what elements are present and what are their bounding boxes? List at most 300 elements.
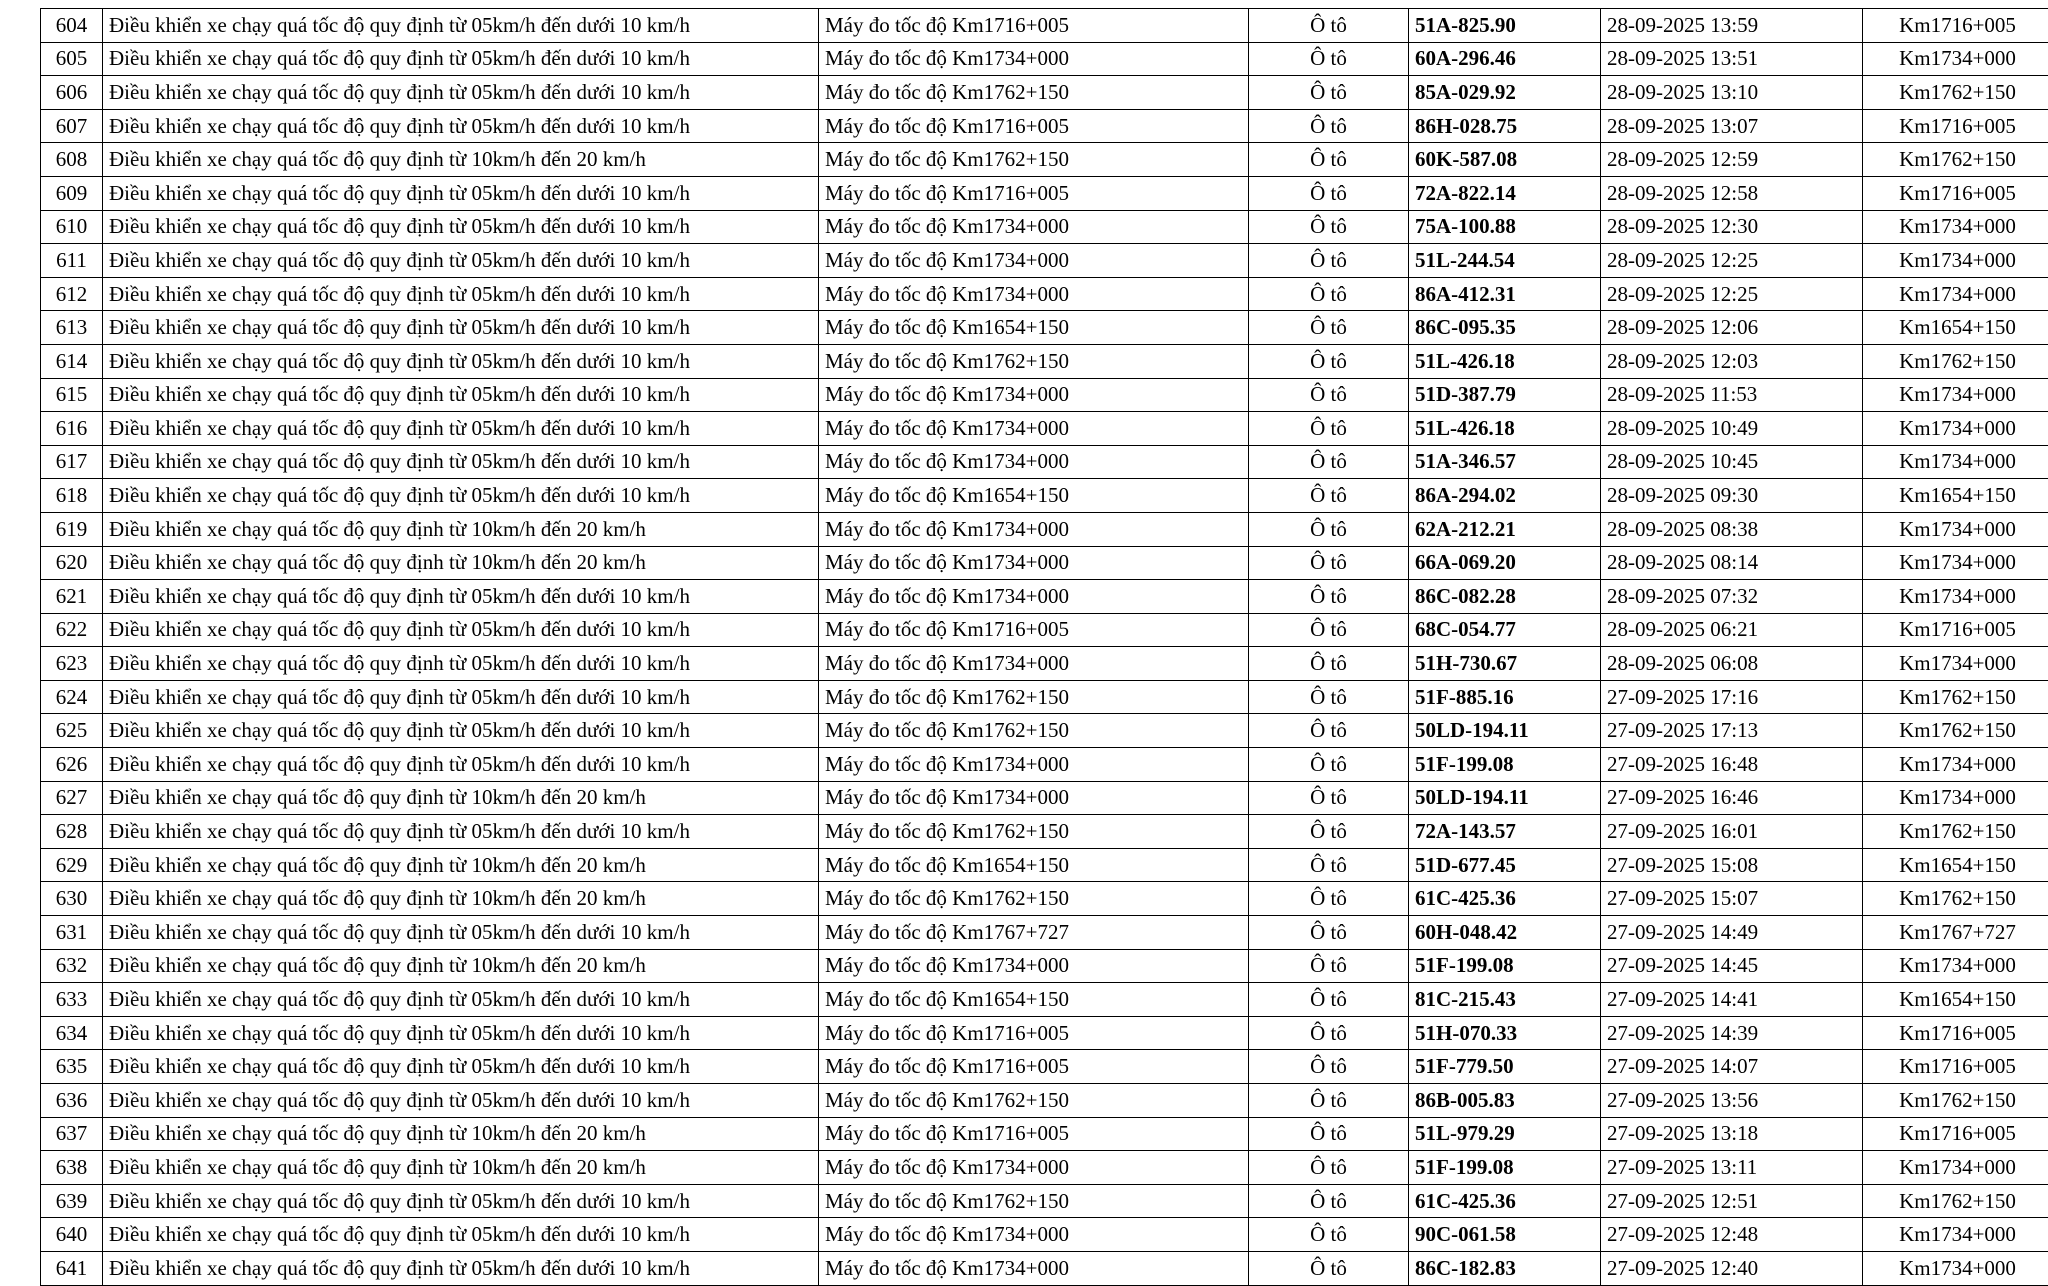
cell-device: Máy đo tốc độ Km1734+000 xyxy=(819,781,1249,815)
cell-location: Km1734+000 xyxy=(1863,1218,2048,1252)
cell-device: Máy đo tốc độ Km1734+000 xyxy=(819,512,1249,546)
cell-violation: Điều khiển xe chạy quá tốc độ quy định từ 05km/h đến dưới 10 km/h xyxy=(103,42,819,76)
cell-violation: Điều khiển xe chạy quá tốc độ quy định từ 05km/h đến dưới 10 km/h xyxy=(103,916,819,950)
table-row xyxy=(41,445,2048,479)
cell-plate: 86C-082.28 xyxy=(1409,580,1601,614)
cell-plate: 68C-054.77 xyxy=(1409,613,1601,647)
cell-plate: 75A-100.88 xyxy=(1409,210,1601,244)
cell-datetime: 27-09-2025 14:39 xyxy=(1601,1016,1863,1050)
cell-location: Km1762+150 xyxy=(1863,680,2048,714)
table-row xyxy=(41,1251,2048,1285)
cell-location: Km1734+000 xyxy=(1863,546,2048,580)
cell-device: Máy đo tốc độ Km1716+005 xyxy=(819,109,1249,143)
cell-datetime: 27-09-2025 14:41 xyxy=(1601,983,1863,1017)
cell-vehicle-type: Ô tô xyxy=(1249,1117,1409,1151)
cell-violation: Điều khiển xe chạy quá tốc độ quy định từ 05km/h đến dưới 10 km/h xyxy=(103,412,819,446)
cell-vehicle-type: Ô tô xyxy=(1249,781,1409,815)
cell-stt: 626 xyxy=(41,748,103,782)
cell-vehicle-type: Ô tô xyxy=(1249,109,1409,143)
cell-datetime: 28-09-2025 06:08 xyxy=(1601,647,1863,681)
cell-plate: 51D-677.45 xyxy=(1409,848,1601,882)
table-row xyxy=(41,1084,2048,1118)
cell-plate: 61C-425.36 xyxy=(1409,1184,1601,1218)
cell-plate: 86B-005.83 xyxy=(1409,1084,1601,1118)
cell-plate: 86A-294.02 xyxy=(1409,479,1601,513)
cell-violation: Điều khiển xe chạy quá tốc độ quy định từ 05km/h đến dưới 10 km/h xyxy=(103,479,819,513)
cell-plate: 51F-199.08 xyxy=(1409,949,1601,983)
cell-plate: 51F-199.08 xyxy=(1409,1151,1601,1185)
cell-datetime: 28-09-2025 12:30 xyxy=(1601,210,1863,244)
table-row xyxy=(41,9,2048,43)
cell-vehicle-type: Ô tô xyxy=(1249,1151,1409,1185)
cell-device: Máy đo tốc độ Km1762+150 xyxy=(819,1084,1249,1118)
cell-device: Máy đo tốc độ Km1716+005 xyxy=(819,176,1249,210)
cell-location: Km1762+150 xyxy=(1863,882,2048,916)
cell-stt: 634 xyxy=(41,1016,103,1050)
cell-device: Máy đo tốc độ Km1762+150 xyxy=(819,76,1249,110)
cell-location: Km1734+000 xyxy=(1863,1251,2048,1285)
cell-device: Máy đo tốc độ Km1734+000 xyxy=(819,244,1249,278)
cell-plate: 86H-028.75 xyxy=(1409,109,1601,143)
table-row xyxy=(41,714,2048,748)
cell-location: Km1734+000 xyxy=(1863,445,2048,479)
cell-device: Máy đo tốc độ Km1734+000 xyxy=(819,42,1249,76)
cell-device: Máy đo tốc độ Km1762+150 xyxy=(819,815,1249,849)
cell-vehicle-type: Ô tô xyxy=(1249,1251,1409,1285)
cell-violation: Điều khiển xe chạy quá tốc độ quy định từ 05km/h đến dưới 10 km/h xyxy=(103,1016,819,1050)
table-row xyxy=(41,781,2048,815)
cell-stt: 608 xyxy=(41,143,103,177)
cell-plate: 51L-244.54 xyxy=(1409,244,1601,278)
cell-device: Máy đo tốc độ Km1762+150 xyxy=(819,680,1249,714)
table-row xyxy=(41,647,2048,681)
cell-violation: Điều khiển xe chạy quá tốc độ quy định từ 05km/h đến dưới 10 km/h xyxy=(103,815,819,849)
cell-plate: 85A-029.92 xyxy=(1409,76,1601,110)
cell-location: Km1762+150 xyxy=(1863,76,2048,110)
cell-stt: 641 xyxy=(41,1251,103,1285)
table-row xyxy=(41,277,2048,311)
cell-vehicle-type: Ô tô xyxy=(1249,680,1409,714)
cell-violation: Điều khiển xe chạy quá tốc độ quy định từ 05km/h đến dưới 10 km/h xyxy=(103,244,819,278)
cell-location: Km1734+000 xyxy=(1863,512,2048,546)
table-row xyxy=(41,109,2048,143)
cell-device: Máy đo tốc độ Km1762+150 xyxy=(819,143,1249,177)
cell-violation: Điều khiển xe chạy quá tốc độ quy định từ 05km/h đến dưới 10 km/h xyxy=(103,714,819,748)
cell-stt: 623 xyxy=(41,647,103,681)
cell-datetime: 28-09-2025 12:03 xyxy=(1601,344,1863,378)
cell-vehicle-type: Ô tô xyxy=(1249,1016,1409,1050)
cell-vehicle-type: Ô tô xyxy=(1249,815,1409,849)
cell-location: Km1734+000 xyxy=(1863,244,2048,278)
cell-device: Máy đo tốc độ Km1762+150 xyxy=(819,714,1249,748)
cell-device: Máy đo tốc độ Km1762+150 xyxy=(819,1184,1249,1218)
table-row xyxy=(41,815,2048,849)
cell-device: Máy đo tốc độ Km1716+005 xyxy=(819,1117,1249,1151)
cell-vehicle-type: Ô tô xyxy=(1249,244,1409,278)
cell-plate: 51L-426.18 xyxy=(1409,344,1601,378)
cell-stt: 629 xyxy=(41,848,103,882)
cell-stt: 615 xyxy=(41,378,103,412)
cell-vehicle-type: Ô tô xyxy=(1249,512,1409,546)
cell-datetime: 28-09-2025 13:07 xyxy=(1601,109,1863,143)
cell-plate: 90C-061.58 xyxy=(1409,1218,1601,1252)
table-row xyxy=(41,344,2048,378)
cell-violation: Điều khiển xe chạy quá tốc độ quy định từ 05km/h đến dưới 10 km/h xyxy=(103,1218,819,1252)
cell-datetime: 28-09-2025 12:25 xyxy=(1601,277,1863,311)
cell-stt: 607 xyxy=(41,109,103,143)
cell-datetime: 27-09-2025 17:13 xyxy=(1601,714,1863,748)
cell-location: Km1734+000 xyxy=(1863,748,2048,782)
cell-device: Máy đo tốc độ Km1762+150 xyxy=(819,882,1249,916)
cell-stt: 620 xyxy=(41,546,103,580)
cell-device: Máy đo tốc độ Km1734+000 xyxy=(819,1251,1249,1285)
cell-location: Km1716+005 xyxy=(1863,9,2048,43)
cell-plate: 51A-346.57 xyxy=(1409,445,1601,479)
cell-violation: Điều khiển xe chạy quá tốc độ quy định từ 05km/h đến dưới 10 km/h xyxy=(103,277,819,311)
cell-plate: 86A-412.31 xyxy=(1409,277,1601,311)
cell-device: Máy đo tốc độ Km1734+000 xyxy=(819,580,1249,614)
cell-plate: 50LD-194.11 xyxy=(1409,714,1601,748)
cell-device: Máy đo tốc độ Km1762+150 xyxy=(819,344,1249,378)
cell-plate: 51F-199.08 xyxy=(1409,748,1601,782)
cell-location: Km1734+000 xyxy=(1863,1151,2048,1185)
cell-vehicle-type: Ô tô xyxy=(1249,176,1409,210)
cell-violation: Điều khiển xe chạy quá tốc độ quy định từ 05km/h đến dưới 10 km/h xyxy=(103,1184,819,1218)
table-row xyxy=(41,143,2048,177)
cell-stt: 627 xyxy=(41,781,103,815)
cell-stt: 614 xyxy=(41,344,103,378)
cell-stt: 605 xyxy=(41,42,103,76)
cell-plate: 86C-095.35 xyxy=(1409,311,1601,345)
table-row xyxy=(41,176,2048,210)
cell-stt: 630 xyxy=(41,882,103,916)
table-row xyxy=(41,916,2048,950)
cell-device: Máy đo tốc độ Km1734+000 xyxy=(819,445,1249,479)
cell-vehicle-type: Ô tô xyxy=(1249,1050,1409,1084)
cell-vehicle-type: Ô tô xyxy=(1249,277,1409,311)
cell-stt: 622 xyxy=(41,613,103,647)
cell-location: Km1762+150 xyxy=(1863,815,2048,849)
cell-violation: Điều khiển xe chạy quá tốc độ quy định từ 10km/h đến 20 km/h xyxy=(103,1117,819,1151)
cell-violation: Điều khiển xe chạy quá tốc độ quy định từ 10km/h đến 20 km/h xyxy=(103,143,819,177)
cell-vehicle-type: Ô tô xyxy=(1249,882,1409,916)
cell-location: Km1734+000 xyxy=(1863,412,2048,446)
cell-datetime: 27-09-2025 14:07 xyxy=(1601,1050,1863,1084)
cell-location: Km1716+005 xyxy=(1863,176,2048,210)
cell-vehicle-type: Ô tô xyxy=(1249,848,1409,882)
cell-stt: 639 xyxy=(41,1184,103,1218)
cell-stt: 609 xyxy=(41,176,103,210)
cell-location: Km1716+005 xyxy=(1863,109,2048,143)
cell-datetime: 28-09-2025 11:53 xyxy=(1601,378,1863,412)
cell-datetime: 28-09-2025 12:58 xyxy=(1601,176,1863,210)
violations-table xyxy=(40,8,2048,1286)
cell-device: Máy đo tốc độ Km1734+000 xyxy=(819,412,1249,446)
cell-device: Máy đo tốc độ Km1767+727 xyxy=(819,916,1249,950)
cell-datetime: 27-09-2025 13:56 xyxy=(1601,1084,1863,1118)
cell-vehicle-type: Ô tô xyxy=(1249,42,1409,76)
cell-device: Máy đo tốc độ Km1734+000 xyxy=(819,949,1249,983)
cell-location: Km1734+000 xyxy=(1863,647,2048,681)
cell-location: Km1734+000 xyxy=(1863,781,2048,815)
cell-vehicle-type: Ô tô xyxy=(1249,143,1409,177)
cell-stt: 637 xyxy=(41,1117,103,1151)
cell-stt: 618 xyxy=(41,479,103,513)
cell-stt: 640 xyxy=(41,1218,103,1252)
cell-stt: 617 xyxy=(41,445,103,479)
cell-stt: 625 xyxy=(41,714,103,748)
cell-stt: 611 xyxy=(41,244,103,278)
cell-plate: 62A-212.21 xyxy=(1409,512,1601,546)
cell-vehicle-type: Ô tô xyxy=(1249,949,1409,983)
cell-stt: 616 xyxy=(41,412,103,446)
cell-datetime: 27-09-2025 13:18 xyxy=(1601,1117,1863,1151)
cell-stt: 638 xyxy=(41,1151,103,1185)
cell-datetime: 28-09-2025 13:51 xyxy=(1601,42,1863,76)
cell-device: Máy đo tốc độ Km1654+150 xyxy=(819,848,1249,882)
cell-plate: 51L-426.18 xyxy=(1409,412,1601,446)
table-row xyxy=(41,42,2048,76)
cell-stt: 621 xyxy=(41,580,103,614)
cell-vehicle-type: Ô tô xyxy=(1249,916,1409,950)
cell-violation: Điều khiển xe chạy quá tốc độ quy định từ 05km/h đến dưới 10 km/h xyxy=(103,378,819,412)
cell-vehicle-type: Ô tô xyxy=(1249,479,1409,513)
cell-plate: 51F-779.50 xyxy=(1409,1050,1601,1084)
table-row xyxy=(41,949,2048,983)
cell-violation: Điều khiển xe chạy quá tốc độ quy định từ 10km/h đến 20 km/h xyxy=(103,781,819,815)
table-row xyxy=(41,882,2048,916)
cell-stt: 613 xyxy=(41,311,103,345)
cell-violation: Điều khiển xe chạy quá tốc độ quy định từ 10km/h đến 20 km/h xyxy=(103,848,819,882)
cell-plate: 60H-048.42 xyxy=(1409,916,1601,950)
cell-stt: 633 xyxy=(41,983,103,1017)
cell-location: Km1654+150 xyxy=(1863,479,2048,513)
cell-datetime: 27-09-2025 15:08 xyxy=(1601,848,1863,882)
cell-plate: 81C-215.43 xyxy=(1409,983,1601,1017)
cell-vehicle-type: Ô tô xyxy=(1249,344,1409,378)
cell-plate: 61C-425.36 xyxy=(1409,882,1601,916)
cell-location: Km1734+000 xyxy=(1863,378,2048,412)
table-row xyxy=(41,748,2048,782)
table-row xyxy=(41,983,2048,1017)
cell-datetime: 28-09-2025 06:21 xyxy=(1601,613,1863,647)
table-row xyxy=(41,76,2048,110)
cell-vehicle-type: Ô tô xyxy=(1249,412,1409,446)
table-row xyxy=(41,244,2048,278)
cell-violation: Điều khiển xe chạy quá tốc độ quy định từ 05km/h đến dưới 10 km/h xyxy=(103,176,819,210)
cell-violation: Điều khiển xe chạy quá tốc độ quy định từ 05km/h đến dưới 10 km/h xyxy=(103,445,819,479)
cell-plate: 51A-825.90 xyxy=(1409,9,1601,43)
cell-device: Máy đo tốc độ Km1654+150 xyxy=(819,311,1249,345)
cell-violation: Điều khiển xe chạy quá tốc độ quy định từ 10km/h đến 20 km/h xyxy=(103,1151,819,1185)
cell-location: Km1767+727 xyxy=(1863,916,2048,950)
cell-vehicle-type: Ô tô xyxy=(1249,546,1409,580)
cell-vehicle-type: Ô tô xyxy=(1249,647,1409,681)
cell-datetime: 28-09-2025 12:25 xyxy=(1601,244,1863,278)
cell-violation: Điều khiển xe chạy quá tốc độ quy định từ 05km/h đến dưới 10 km/h xyxy=(103,9,819,43)
cell-stt: 628 xyxy=(41,815,103,849)
cell-violation: Điều khiển xe chạy quá tốc độ quy định từ 10km/h đến 20 km/h xyxy=(103,882,819,916)
cell-stt: 631 xyxy=(41,916,103,950)
cell-stt: 604 xyxy=(41,9,103,43)
cell-stt: 636 xyxy=(41,1084,103,1118)
cell-violation: Điều khiển xe chạy quá tốc độ quy định từ 05km/h đến dưới 10 km/h xyxy=(103,76,819,110)
cell-location: Km1734+000 xyxy=(1863,210,2048,244)
cell-device: Máy đo tốc độ Km1716+005 xyxy=(819,1016,1249,1050)
table-row xyxy=(41,613,2048,647)
cell-stt: 624 xyxy=(41,680,103,714)
table-row xyxy=(41,1050,2048,1084)
cell-datetime: 28-09-2025 10:49 xyxy=(1601,412,1863,446)
table-row xyxy=(41,848,2048,882)
cell-location: Km1716+005 xyxy=(1863,1117,2048,1151)
cell-location: Km1654+150 xyxy=(1863,848,2048,882)
cell-device: Máy đo tốc độ Km1734+000 xyxy=(819,210,1249,244)
cell-location: Km1762+150 xyxy=(1863,714,2048,748)
cell-vehicle-type: Ô tô xyxy=(1249,1184,1409,1218)
cell-violation: Điều khiển xe chạy quá tốc độ quy định từ 05km/h đến dưới 10 km/h xyxy=(103,647,819,681)
cell-violation: Điều khiển xe chạy quá tốc độ quy định từ 10km/h đến 20 km/h xyxy=(103,949,819,983)
cell-stt: 619 xyxy=(41,512,103,546)
cell-vehicle-type: Ô tô xyxy=(1249,378,1409,412)
cell-datetime: 28-09-2025 10:45 xyxy=(1601,445,1863,479)
table-row xyxy=(41,1184,2048,1218)
cell-stt: 632 xyxy=(41,949,103,983)
cell-vehicle-type: Ô tô xyxy=(1249,983,1409,1017)
cell-location: Km1654+150 xyxy=(1863,983,2048,1017)
cell-violation: Điều khiển xe chạy quá tốc độ quy định từ 05km/h đến dưới 10 km/h xyxy=(103,748,819,782)
cell-violation: Điều khiển xe chạy quá tốc độ quy định từ 10km/h đến 20 km/h xyxy=(103,546,819,580)
cell-location: Km1734+000 xyxy=(1863,580,2048,614)
cell-plate: 51H-730.67 xyxy=(1409,647,1601,681)
cell-plate: 60A-296.46 xyxy=(1409,42,1601,76)
table-row xyxy=(41,412,2048,446)
cell-datetime: 27-09-2025 12:40 xyxy=(1601,1251,1863,1285)
cell-vehicle-type: Ô tô xyxy=(1249,311,1409,345)
table-row xyxy=(41,378,2048,412)
cell-violation: Điều khiển xe chạy quá tốc độ quy định từ 05km/h đến dưới 10 km/h xyxy=(103,311,819,345)
cell-location: Km1716+005 xyxy=(1863,613,2048,647)
cell-datetime: 28-09-2025 12:59 xyxy=(1601,143,1863,177)
table-row xyxy=(41,1016,2048,1050)
cell-vehicle-type: Ô tô xyxy=(1249,76,1409,110)
cell-device: Máy đo tốc độ Km1716+005 xyxy=(819,613,1249,647)
cell-location: Km1734+000 xyxy=(1863,949,2048,983)
cell-device: Máy đo tốc độ Km1716+005 xyxy=(819,1050,1249,1084)
cell-vehicle-type: Ô tô xyxy=(1249,210,1409,244)
cell-violation: Điều khiển xe chạy quá tốc độ quy định từ 05km/h đến dưới 10 km/h xyxy=(103,983,819,1017)
cell-stt: 606 xyxy=(41,76,103,110)
cell-violation: Điều khiển xe chạy quá tốc độ quy định từ 05km/h đến dưới 10 km/h xyxy=(103,680,819,714)
cell-location: Km1716+005 xyxy=(1863,1050,2048,1084)
cell-location: Km1762+150 xyxy=(1863,344,2048,378)
cell-plate: 72A-143.57 xyxy=(1409,815,1601,849)
cell-location: Km1716+005 xyxy=(1863,1016,2048,1050)
cell-vehicle-type: Ô tô xyxy=(1249,613,1409,647)
cell-plate: 60K-587.08 xyxy=(1409,143,1601,177)
table-row xyxy=(41,680,2048,714)
cell-datetime: 28-09-2025 08:38 xyxy=(1601,512,1863,546)
cell-datetime: 27-09-2025 15:07 xyxy=(1601,882,1863,916)
table-row xyxy=(41,479,2048,513)
cell-violation: Điều khiển xe chạy quá tốc độ quy định từ 05km/h đến dưới 10 km/h xyxy=(103,109,819,143)
cell-datetime: 27-09-2025 16:48 xyxy=(1601,748,1863,782)
cell-location: Km1734+000 xyxy=(1863,277,2048,311)
cell-violation: Điều khiển xe chạy quá tốc độ quy định từ 05km/h đến dưới 10 km/h xyxy=(103,210,819,244)
cell-plate: 50LD-194.11 xyxy=(1409,781,1601,815)
cell-plate: 72A-822.14 xyxy=(1409,176,1601,210)
cell-plate: 86C-182.83 xyxy=(1409,1251,1601,1285)
cell-vehicle-type: Ô tô xyxy=(1249,9,1409,43)
cell-violation: Điều khiển xe chạy quá tốc độ quy định từ 05km/h đến dưới 10 km/h xyxy=(103,1050,819,1084)
table-row xyxy=(41,311,2048,345)
table-row xyxy=(41,512,2048,546)
cell-device: Máy đo tốc độ Km1734+000 xyxy=(819,748,1249,782)
table-row xyxy=(41,1117,2048,1151)
cell-stt: 635 xyxy=(41,1050,103,1084)
cell-device: Máy đo tốc độ Km1654+150 xyxy=(819,479,1249,513)
cell-location: Km1762+150 xyxy=(1863,143,2048,177)
cell-device: Máy đo tốc độ Km1734+000 xyxy=(819,378,1249,412)
cell-device: Máy đo tốc độ Km1734+000 xyxy=(819,1218,1249,1252)
cell-datetime: 27-09-2025 14:45 xyxy=(1601,949,1863,983)
cell-datetime: 27-09-2025 16:01 xyxy=(1601,815,1863,849)
cell-location: Km1762+150 xyxy=(1863,1084,2048,1118)
cell-violation: Điều khiển xe chạy quá tốc độ quy định từ 05km/h đến dưới 10 km/h xyxy=(103,580,819,614)
cell-datetime: 27-09-2025 12:48 xyxy=(1601,1218,1863,1252)
cell-violation: Điều khiển xe chạy quá tốc độ quy định từ 05km/h đến dưới 10 km/h xyxy=(103,344,819,378)
cell-datetime: 27-09-2025 16:46 xyxy=(1601,781,1863,815)
cell-datetime: 27-09-2025 12:51 xyxy=(1601,1184,1863,1218)
cell-datetime: 28-09-2025 07:32 xyxy=(1601,580,1863,614)
cell-datetime: 28-09-2025 08:14 xyxy=(1601,546,1863,580)
table-row xyxy=(41,580,2048,614)
cell-plate: 51L-979.29 xyxy=(1409,1117,1601,1151)
cell-stt: 612 xyxy=(41,277,103,311)
table-row xyxy=(41,546,2048,580)
cell-location: Km1734+000 xyxy=(1863,42,2048,76)
cell-datetime: 28-09-2025 09:30 xyxy=(1601,479,1863,513)
cell-plate: 51F-885.16 xyxy=(1409,680,1601,714)
violations-table-body xyxy=(41,9,2048,1286)
cell-violation: Điều khiển xe chạy quá tốc độ quy định từ 05km/h đến dưới 10 km/h xyxy=(103,1084,819,1118)
cell-device: Máy đo tốc độ Km1734+000 xyxy=(819,647,1249,681)
table-row xyxy=(41,1151,2048,1185)
cell-datetime: 27-09-2025 13:11 xyxy=(1601,1151,1863,1185)
cell-violation: Điều khiển xe chạy quá tốc độ quy định từ 05km/h đến dưới 10 km/h xyxy=(103,1251,819,1285)
cell-datetime: 28-09-2025 12:06 xyxy=(1601,311,1863,345)
cell-vehicle-type: Ô tô xyxy=(1249,445,1409,479)
cell-vehicle-type: Ô tô xyxy=(1249,714,1409,748)
cell-violation: Điều khiển xe chạy quá tốc độ quy định từ 10km/h đến 20 km/h xyxy=(103,512,819,546)
cell-vehicle-type: Ô tô xyxy=(1249,580,1409,614)
table-row xyxy=(41,210,2048,244)
cell-datetime: 27-09-2025 17:16 xyxy=(1601,680,1863,714)
cell-location: Km1762+150 xyxy=(1863,1184,2048,1218)
cell-location: Km1654+150 xyxy=(1863,311,2048,345)
cell-device: Máy đo tốc độ Km1734+000 xyxy=(819,1151,1249,1185)
table-row xyxy=(41,1218,2048,1252)
cell-vehicle-type: Ô tô xyxy=(1249,1218,1409,1252)
cell-datetime: 27-09-2025 14:49 xyxy=(1601,916,1863,950)
cell-plate: 51H-070.33 xyxy=(1409,1016,1601,1050)
cell-stt: 610 xyxy=(41,210,103,244)
cell-vehicle-type: Ô tô xyxy=(1249,748,1409,782)
cell-plate: 66A-069.20 xyxy=(1409,546,1601,580)
cell-violation: Điều khiển xe chạy quá tốc độ quy định từ 05km/h đến dưới 10 km/h xyxy=(103,613,819,647)
cell-device: Máy đo tốc độ Km1734+000 xyxy=(819,277,1249,311)
cell-datetime: 28-09-2025 13:10 xyxy=(1601,76,1863,110)
